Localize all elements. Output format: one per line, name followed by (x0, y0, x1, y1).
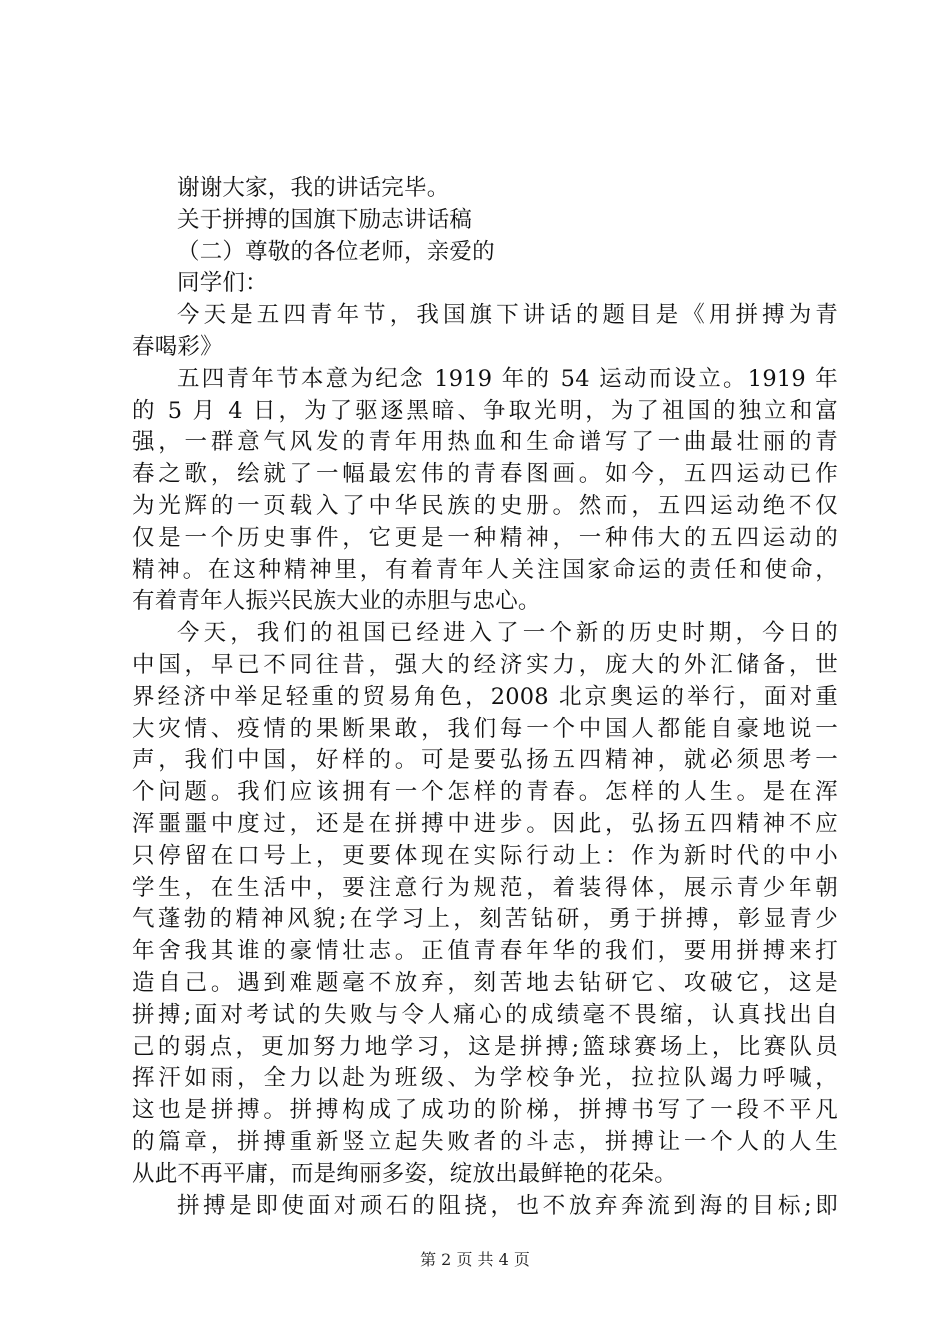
text-line: 造自己。遇到难题毫不放弃，刻苦地去钻研它、攻破它，这是 (132, 969, 838, 996)
text-line: 仅是一个历史事件，它更是一种精神，一种伟大的五四运动的 (132, 524, 838, 551)
text-line: 这也是拼搏。拼搏构成了成功的阶梯，拼搏书写了一段不平凡 (132, 1097, 838, 1124)
text-line: 气蓬勃的精神风貌;在学习上，刻苦钻研，勇于拼搏，彰显青少 (132, 906, 838, 933)
text-line: 的 5 月 4 日，为了驱逐黑暗、争取光明，为了祖国的独立和富 (132, 397, 838, 424)
text-line: 年舍我其谁的豪情壮志。正值青春年华的我们，要用拼搏来打 (132, 938, 838, 965)
text-line: 有着青年人振兴民族大业的赤胆与忠心。 (132, 588, 541, 615)
text-line: 界经济中举足轻重的贸易角色，2008 北京奥运的举行，面对重 (132, 683, 838, 710)
text-line: 个问题。我们应该拥有一个怎样的青春。怎样的人生。是在浑 (132, 779, 838, 806)
text-line: 为光辉的一页载入了中华民族的史册。然而，五四运动绝不仅 (132, 492, 838, 519)
text-line: （二）尊敬的各位老师，亲爱的 (177, 238, 495, 265)
text-line: 五四青年节本意为纪念 1919 年的 54 运动而设立。1919 年 (177, 365, 838, 392)
text-line: 声，我们中国，好样的。可是要弘扬五四精神，就必须思考一 (132, 747, 838, 774)
text-line: 谢谢大家，我的讲话完毕。 (177, 175, 450, 201)
text-line: 的篇章，拼搏重新竖立起失败者的斗志，拼搏让一个人的人生 (132, 1128, 838, 1155)
text-line: 强，一群意气风发的青年用热血和生命谱写了一曲最壮丽的青 (132, 429, 838, 456)
text-line: 同学们： (177, 270, 268, 297)
text-line: 精神。在这种精神里，有着青年人关注国家命运的责任和使命， (132, 556, 838, 583)
page-number-footer: 第 2 页 共 4 页 (420, 1250, 530, 1269)
text-line: 浑噩噩中度过，还是在拼搏中进步。因此，弘扬五四精神不应 (132, 810, 838, 837)
text-line: 己的弱点，更加努力地学习，这是拼搏;篮球赛场上，比赛队员 (132, 1033, 838, 1060)
text-line: 中国，早已不同往昔，强大的经济实力，庞大的外汇储备，世 (132, 651, 838, 678)
text-line: 春之歌，绘就了一幅最宏伟的青春图画。如今，五四运动已作 (132, 461, 838, 488)
text-line: 拼搏是即使面对顽石的阻挠，也不放弃奔流到海的目标;即 (177, 1192, 838, 1219)
document-body (132, 173, 838, 1222)
text-line: 大灾情、疫情的果断果敢，我们每一个中国人都能自豪地说一 (132, 715, 838, 742)
text-line: 今天是五四青年节，我国旗下讲话的题目是《用拼搏为青 (177, 302, 838, 329)
text-line: 只停留在口号上，更要体现在实际行动上：作为新时代的中小 (132, 842, 838, 869)
text-line: 关于拼搏的国旗下励志讲话稿 (177, 206, 473, 233)
text-line: 春喝彩》 (132, 333, 223, 360)
text-line: 挥汗如雨，全力以赴为班级、为学校争光，拉拉队竭力呼喊， (132, 1065, 838, 1092)
text-line: 学生，在生活中，要注意行为规范，着装得体，展示青少年朝 (132, 874, 838, 901)
text-line: 今天，我们的祖国已经进入了一个新的历史时期，今日的 (177, 620, 838, 647)
text-line: 拼搏;面对考试的失败与令人痛心的成绩毫不畏缩，认真找出自 (132, 1001, 838, 1028)
text-line: 从此不再平庸，而是绚丽多姿，绽放出最鲜艳的花朵。 (132, 1160, 677, 1187)
